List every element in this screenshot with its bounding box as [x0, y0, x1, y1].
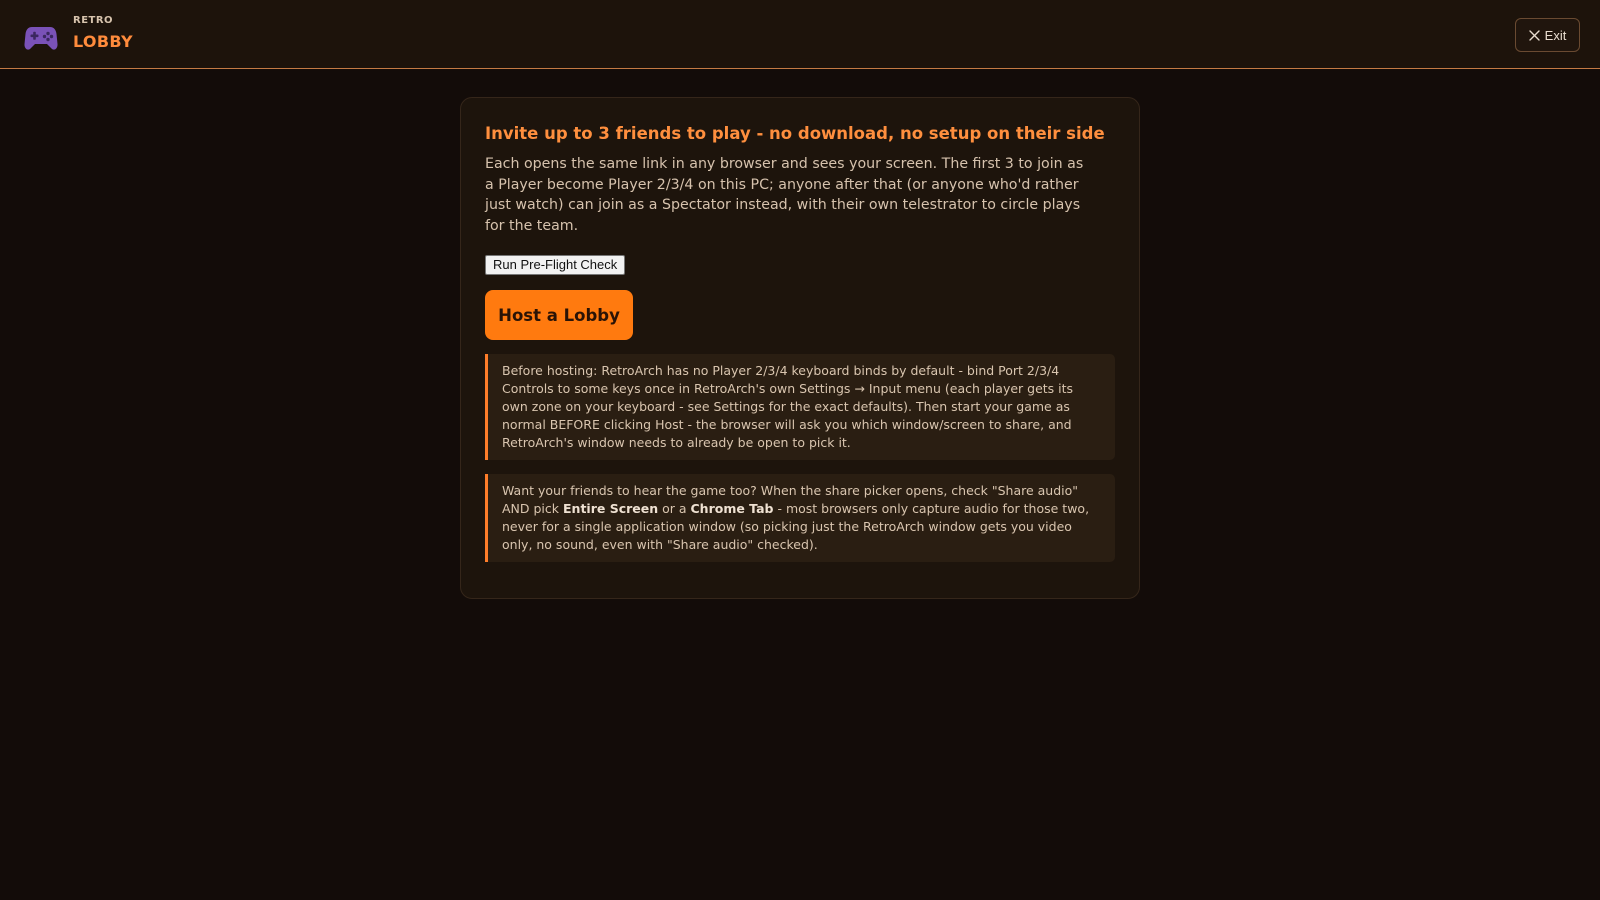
brand-label-small: RETRO [73, 15, 114, 26]
exit-label: Exit [1544, 27, 1567, 43]
run-preflight-check-button[interactable]: Run Pre-Flight Check [485, 255, 625, 275]
exit-button[interactable] [1515, 18, 1580, 52]
top-bar [0, 0, 1600, 69]
entire-screen-text: Entire Screen [563, 501, 659, 516]
audio-note-text-2: or a [658, 501, 691, 516]
share-audio-note [485, 474, 1115, 562]
card-heading: Invite up to 3 friends to play - no download, no setup on their side [485, 124, 1105, 143]
chrome-tab-text: Chrome Tab [690, 501, 774, 516]
host-lobby-button[interactable]: Host a Lobby [485, 290, 633, 340]
before-hosting-note: Before hosting: RetroArch has no Player 2/3/4 keyboard binds by default - bind Port 2/3/4 Controls to some keys once in RetroArch's own Settings → Input menu (each player gets its own zone on your keyboard - see Settings for the exact defaults). Then start your game as normal BEFORE clicking Host - the browser will ask you which window/screen to share, and RetroArch's window needs to already be open to pick it. [485, 354, 1115, 460]
audio-note-text-3: - most browsers only capture audio for those two, never for a single application window (so picking just the RetroArch window gets you video only, no sound, even with "Share audio" checked). [502, 501, 1090, 552]
invite-card [460, 97, 1140, 599]
audio-note-text-1: Want your friends to hear the game too? When the share picker opens, check "Share audio" AND pick [502, 483, 1079, 516]
card-description: Each opens the same link in any browser and sees your screen. The first 3 to join as a Player become Player 2/3/4 on this PC; anyone after that (or anyone who'd rather just watch) can join as a Spectator instead, with their own telestrator to circle plays for the team. [485, 156, 1084, 235]
gamepad-icon [24, 24, 58, 52]
close-icon [1529, 30, 1540, 41]
brand-title: LOBBY [73, 32, 133, 51]
